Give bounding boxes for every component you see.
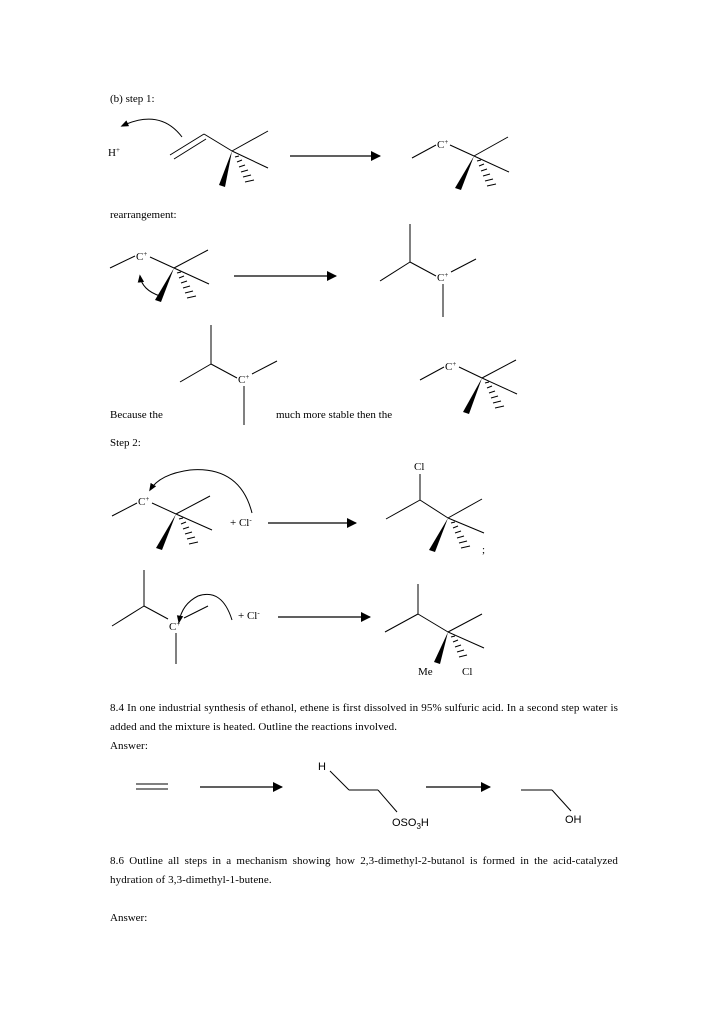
h-plus-label: H+ — [108, 146, 120, 159]
question-8-4-text: 8.4 In one industrial synthesis of ethanol, ethene is first dissolved in 95% sulfuric acid. In a second step water is added and the mixture is heated. Outline the reactions involved. — [110, 702, 618, 733]
chloride-attack-arrow-1 — [150, 470, 252, 513]
svg-text:OSO3H: $OSO_3H$ — [392, 817, 429, 831]
ethanol-synthesis-scheme — [136, 761, 582, 831]
chloride-label-1: + Cl- — [230, 516, 252, 529]
ethanol — [521, 790, 582, 826]
ethyl-hydrogen-sulfate — [318, 761, 429, 831]
step1-product-carbocation — [412, 137, 509, 190]
svg-text:H: H — [318, 761, 326, 773]
step1-heading: (b) step 1: — [110, 93, 155, 105]
step2-row2-reactant — [112, 570, 260, 664]
step1-reactant-alkene — [108, 119, 268, 187]
question-8-6-answer: Answer: — [110, 912, 148, 924]
svg-text:C+: C+ — [238, 373, 250, 386]
question-8-6-text: 8.6 Outline all steps in a mechanism showing how 2,3-dimethyl-2-butanol is formed in the acid-catalyzed hydration of 3,3-dimethyl-1-butene. — [110, 855, 618, 886]
question-8-4-answer: Answer: — [110, 740, 148, 752]
svg-text:C+: C+ — [138, 495, 150, 508]
chloride-label-2: + Cl- — [238, 609, 260, 622]
ethene — [136, 784, 168, 789]
svg-text:Cl: Cl — [462, 666, 473, 678]
svg-text:Cl: Cl — [414, 461, 425, 473]
svg-text:Me: Me — [418, 666, 433, 678]
less-stable-secondary-cation — [420, 360, 517, 414]
step2-row2-product — [385, 584, 484, 678]
step2-heading: Step 2: — [110, 437, 141, 449]
methyl-shift-arrow — [140, 276, 160, 296]
svg-text:C+: C+ — [445, 360, 457, 373]
svg-text:C+: C+ — [437, 138, 449, 151]
wedge-bond — [219, 151, 232, 187]
semicolon: ; — [482, 544, 486, 556]
svg-text:C+: C+ — [136, 250, 148, 263]
stability-text-prefix: Because the — [110, 409, 163, 421]
stability-text-middle: much more stable then the — [276, 409, 393, 421]
stable-tertiary-cation — [180, 325, 277, 425]
step2-row1-reactant — [112, 470, 252, 550]
rearrangement-reactant — [110, 250, 209, 302]
step1-curved-arrow — [122, 119, 182, 137]
step2-row1-product — [386, 461, 485, 556]
rearrangement-heading: rearrangement: — [110, 209, 177, 221]
chloride-attack-arrow-2 — [179, 594, 232, 622]
rearrangement-product — [380, 224, 476, 317]
svg-text:OH: OH — [565, 814, 582, 826]
svg-text:C+: C+ — [437, 271, 449, 284]
svg-text:C+: C+ — [169, 620, 181, 633]
